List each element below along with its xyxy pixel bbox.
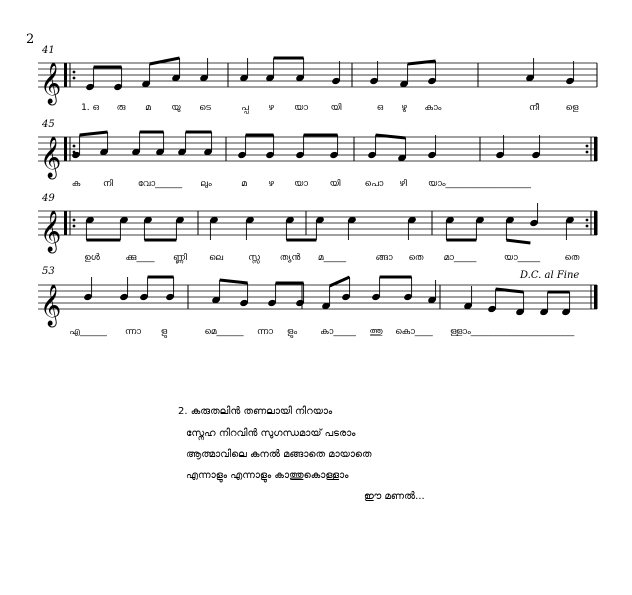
page-number: 2 — [26, 32, 35, 47]
note-beam — [506, 240, 530, 243]
repeat-start-thick — [64, 137, 67, 161]
repeat-dot — [586, 225, 589, 228]
note-beam — [496, 289, 524, 292]
repeat-dot — [73, 77, 76, 80]
repeat-start-thick — [64, 63, 67, 87]
treble-clef-icon: 𝄞 — [40, 211, 62, 252]
lyric-syllable: തെ — [408, 253, 424, 263]
lyric-syllable: ന്നാ — [257, 327, 273, 337]
repeat-end-thick — [594, 211, 597, 235]
lyric-syllable: ക്കു____ — [125, 253, 155, 263]
lyric-syllable: എ______ — [69, 327, 107, 337]
lyric-syllable: ടെ — [199, 103, 211, 113]
lyric-syllable: യാ — [294, 179, 308, 189]
lyric-syllable: ഴു — [401, 103, 407, 113]
repeat-dot — [73, 71, 76, 74]
repeat-end-thick — [594, 137, 597, 161]
lyric-syllable: കൊ____ — [395, 327, 433, 337]
lyric-syllable: സ്സ — [248, 253, 260, 263]
lyric-syllable: മ_____ — [317, 253, 347, 263]
lyric-syllable: യി — [330, 103, 342, 113]
verse2-line: ഈ മണൽ... — [364, 491, 425, 502]
repeat-dot — [73, 225, 76, 228]
lyric-syllable: ളു — [160, 327, 168, 337]
repeat-dot — [73, 145, 76, 148]
lyric-syllable: മ — [145, 103, 151, 113]
repeat-start-thick — [64, 211, 67, 235]
lyric-syllable: യു — [171, 103, 181, 113]
lyric-syllable: ണ്ണി — [173, 253, 187, 263]
lyric-syllable: കാം — [424, 103, 442, 113]
lyric-syllable: ള്ളാം_______________________ — [450, 327, 575, 337]
lyric-syllable: ഴ — [268, 103, 274, 113]
note-beam — [408, 61, 436, 64]
lyric-syllable: ഉൾ — [84, 253, 100, 263]
lyric-syllable: തെ — [564, 253, 580, 263]
lyric-syllable: ന്നാ — [125, 327, 141, 337]
lyric-syllable: ളെ — [565, 103, 579, 113]
lyric-syllable: ത്യൻ — [279, 253, 301, 263]
lyric-syllable: ങ്ങാ — [375, 253, 393, 263]
measure-number: 49 — [42, 193, 55, 204]
lyric-syllable: നീ — [529, 103, 539, 113]
lyric-syllable: പൊ — [364, 179, 384, 189]
lyric-syllable: ലും — [200, 179, 212, 189]
lyric-syllable: ഴി — [399, 179, 407, 189]
lyric-syllable: യാ_____ — [503, 253, 541, 263]
lyric-syllable: പ്പ — [241, 103, 249, 113]
lyric-syllable: ത്തു — [369, 327, 383, 337]
note-beam — [220, 280, 248, 283]
final-bar-thick — [594, 285, 597, 309]
lyric-syllable: ഴ — [268, 179, 274, 189]
measure-number: 41 — [42, 45, 55, 56]
repeat-dot — [73, 219, 76, 222]
verse2-line: സ്നേഹ നിറവിൻ സുഗന്ധമായ് പടരാം — [186, 428, 356, 439]
repeat-dot — [586, 219, 589, 222]
treble-clef-icon: 𝄞 — [40, 137, 62, 178]
verse2-line: എന്നാളും എന്നാളും കാത്തുകൊള്ളാം — [186, 470, 349, 481]
lyric-syllable: യാം___________________ — [428, 179, 532, 189]
lyric-syllable: യി — [329, 179, 341, 189]
lyric-syllable: കാ_____ — [320, 327, 356, 337]
lyric-syllable: മാ_____ — [443, 253, 477, 263]
lyric-syllable: മെ______ — [204, 327, 244, 337]
lyric-syllable: യാ — [294, 103, 308, 113]
repeat-dot — [586, 151, 589, 154]
dc-al-fine-direction: D.C. al Fine — [520, 270, 580, 281]
treble-clef-icon: 𝄞 — [40, 63, 62, 104]
lyric-syllable: വോ______ — [137, 179, 183, 189]
verse2-line: ആത്മാവിലെ കനൽ മങ്ങാതെ മായാതെ — [186, 449, 372, 460]
lyric-syllable: ളും — [286, 327, 298, 337]
lyric-syllable: ലെ — [208, 253, 224, 263]
note-beam — [80, 132, 108, 135]
lyric-syllable: രു — [116, 103, 126, 113]
verse2-line: 2. കരുതലിൻ തണലായി നിറയാം — [178, 406, 333, 417]
measure-number: 45 — [42, 119, 55, 130]
treble-clef-icon: 𝄞 — [40, 285, 62, 326]
measure-number: 53 — [42, 266, 55, 277]
note-beam — [376, 135, 406, 138]
lyric-syllable: ഒ — [376, 103, 384, 113]
lyric-syllable: നി — [103, 179, 113, 189]
lyric-syllable: മ — [241, 179, 247, 189]
repeat-dot — [586, 145, 589, 148]
lyric-syllable: ക — [71, 179, 81, 189]
lyric-syllable: 1. ഒ — [81, 103, 99, 113]
